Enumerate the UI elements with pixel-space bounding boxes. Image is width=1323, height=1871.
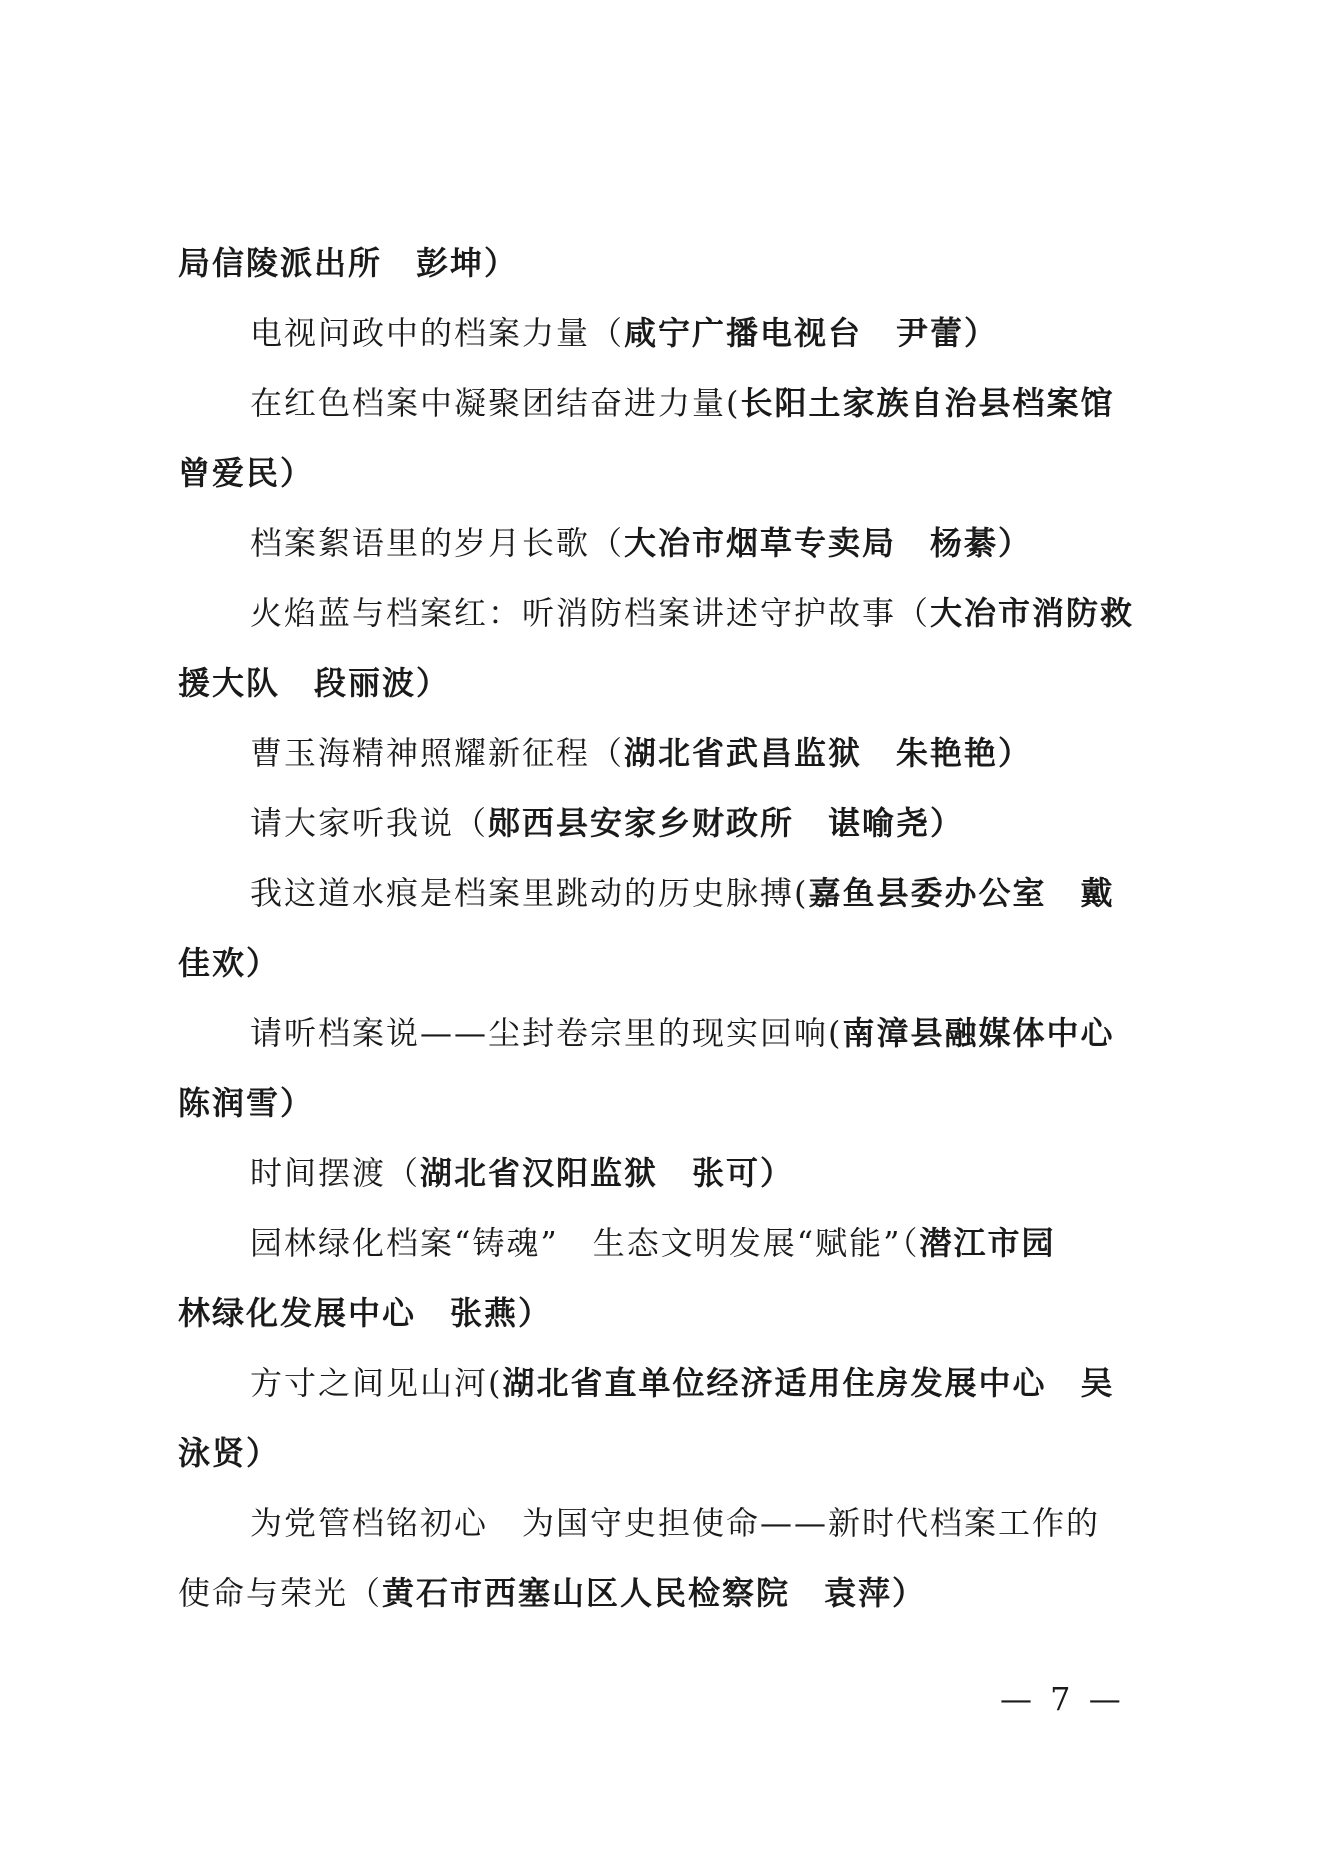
- page-number: — 7 —: [1000, 1680, 1125, 1718]
- text-line: [178, 1488, 1168, 1558]
- entry-author: 佳欢）: [178, 944, 281, 982]
- entry-author: 南漳县融媒体中心: [842, 1014, 1115, 1052]
- text-line: [178, 998, 1168, 1068]
- entry-title: 电视问政中的档案力量（: [250, 314, 625, 352]
- text-line: [178, 1278, 1168, 1348]
- entry-author: 陈润雪）: [178, 1084, 315, 1122]
- text-line: [178, 1418, 1168, 1488]
- text-line: [178, 858, 1168, 928]
- entry-title: 火焰蓝与档案红：听消防档案讲述守护故事（: [250, 594, 931, 632]
- text-line: [178, 578, 1168, 648]
- entry-author: 援大队 段丽波）: [178, 664, 451, 702]
- text-line: [178, 1138, 1168, 1208]
- text-line: [178, 508, 1168, 578]
- entry-author: 泳贤）: [178, 1434, 281, 1472]
- text-line: [178, 648, 1168, 718]
- text-line: [178, 368, 1168, 438]
- text-line: [178, 1348, 1168, 1418]
- entry-author: 大冶市烟草专卖局 杨綦）: [624, 524, 1033, 562]
- entry-title: 请听档案说——尘封卷宗里的现实回响(: [250, 1014, 843, 1052]
- entry-author: 咸宁广播电视台 尹蕾）: [624, 314, 999, 352]
- entry-title: 请大家听我说（: [250, 804, 489, 842]
- text-line: [178, 298, 1168, 368]
- text-line: [178, 928, 1168, 998]
- text-line: [178, 228, 1168, 298]
- entry-author: 潜江市园: [919, 1224, 1056, 1262]
- entry-author: 湖北省汉阳监狱 张可）: [420, 1154, 795, 1192]
- entry-author: 黄石市西塞山区人民检察院 袁萍）: [382, 1574, 927, 1612]
- entry-title: 曹玉海精神照耀新征程（: [250, 734, 625, 772]
- text-line: [178, 788, 1168, 858]
- entry-title: 档案絮语里的岁月长歌（: [250, 524, 625, 562]
- entry-author: 曾爱民）: [178, 454, 315, 492]
- entry-title: 在红色档案中凝聚团结奋进力量(: [250, 384, 741, 422]
- entry-author: 郧西县安家乡财政所 谌喻尧）: [488, 804, 965, 842]
- entry-author: 湖北省直单位经济适用住房发展中心 吴: [502, 1364, 1115, 1402]
- entry-title: 方寸之间见山河(: [250, 1364, 503, 1402]
- entry-title: 园林绿化档案“铸魂” 生态文明发展“赋能”（: [250, 1224, 920, 1262]
- entry-author: 局信陵派出所 彭坤）: [178, 244, 519, 282]
- entry-author: 嘉鱼县委办公室 戴: [808, 874, 1115, 912]
- entry-title: 我这道水痕是档案里跳动的历史脉搏(: [250, 874, 809, 912]
- entry-author: 林绿化发展中心 张燕）: [178, 1294, 553, 1332]
- entry-author: 湖北省武昌监狱 朱艳艳）: [624, 734, 1033, 772]
- entry-title: 为党管档铭初心 为国守史担使命——新时代档案工作的: [250, 1504, 1101, 1542]
- entry-title: 时间摆渡（: [250, 1154, 421, 1192]
- entry-author: 大冶市消防救: [930, 594, 1135, 632]
- text-line: [178, 1558, 1168, 1628]
- text-line: [178, 1068, 1168, 1138]
- document-body: [178, 228, 1168, 1628]
- entry-author: 长阳土家族自治县档案馆: [740, 384, 1115, 422]
- text-line: [178, 718, 1168, 788]
- text-line: [178, 1208, 1168, 1278]
- entry-title: 使命与荣光（: [178, 1574, 383, 1612]
- text-line: [178, 438, 1168, 508]
